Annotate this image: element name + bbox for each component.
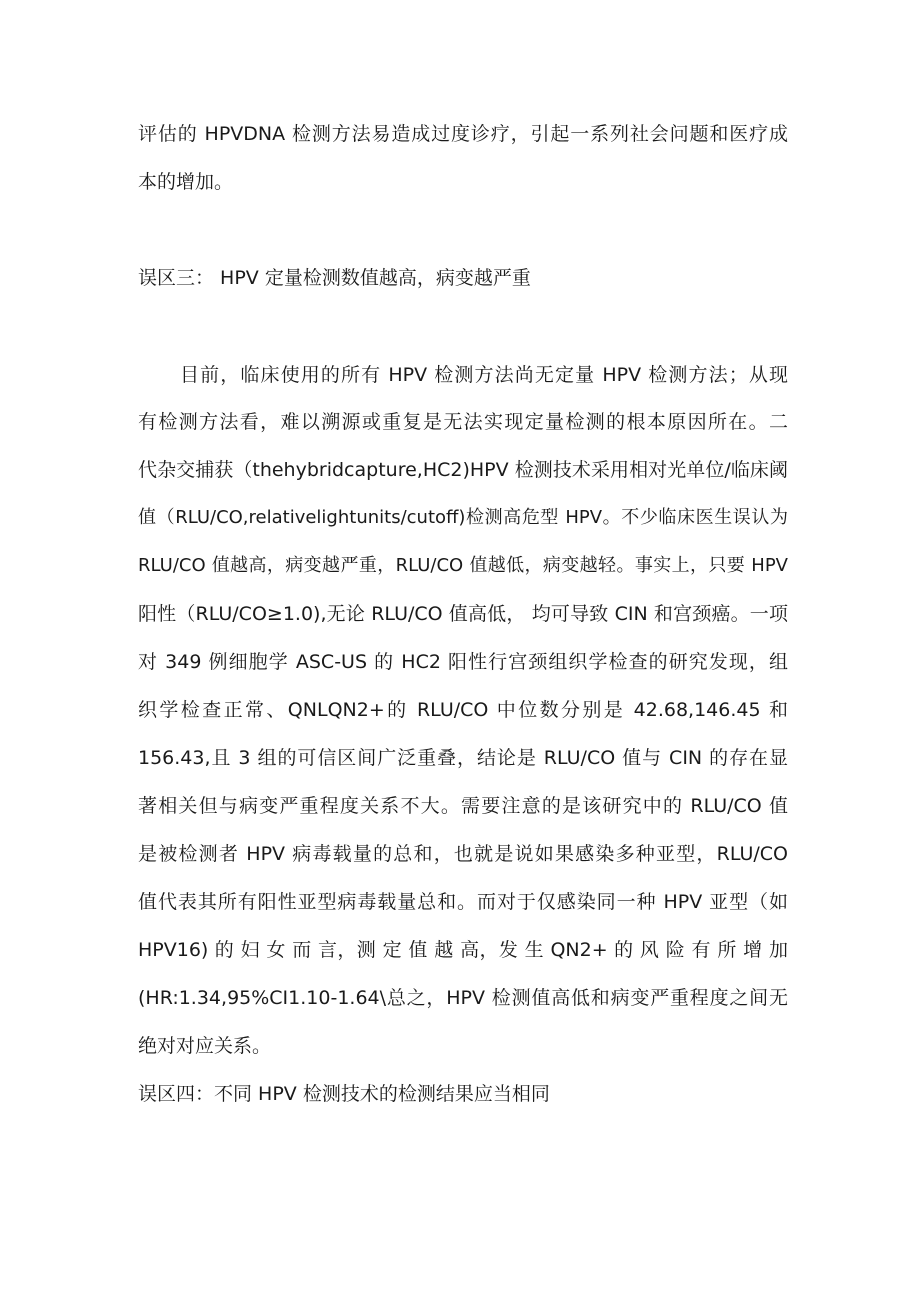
- body-line-6: 阳性（RLU/CO≥1.0),无论 RLU/CO 值高低， 均可导致 CIN 和宫颈癌。一项: [138, 603, 788, 625]
- section-heading-four: 误区四：不同 HPV 检测技术的检测结果应当相同: [138, 1083, 550, 1105]
- body-line-12: 值代表其所有阳性亚型病毒载量总和。而对于仅感染同一种 HPV 亚型（如: [138, 891, 788, 913]
- body-line-13: HPV16) 的 妇 女 而 言，测 定 值 越 高，发 生 QN2+ 的 风 险 有 所 增 加: [138, 939, 788, 961]
- body-line-8: 织学检查正常、QNLQN2+的 RLU/CO 中位数分别是 42.68,146.45 和: [138, 699, 788, 721]
- body-line-7: 对 349 例细胞学 ASC-US 的 HC2 阳性行宫颈组织学检查的研究发现，组: [138, 651, 788, 673]
- body-line-4: 值（RLU/CO,relativelightunits/cutoff)检测高危型 HPV。不少临床医生误认为: [138, 507, 788, 528]
- body-line-9: 156.43,且 3 组的可信区间广泛重叠，结论是 RLU/CO 值与 CIN 的存在显: [138, 747, 788, 769]
- body-line-1: 目前，临床使用的所有 HPV 检测方法尚无定量 HPV 检测方法；从现: [180, 364, 788, 386]
- body-line-11: 是被检测者 HPV 病毒载量的总和，也就是说如果感染多种亚型，RLU/CO: [138, 843, 788, 865]
- intro-line-1: 评估的 HPVDNA 检测方法易造成过度诊疗，引起一系列社会问题和医疗成: [138, 123, 788, 145]
- body-line-3: 代杂交捕获（thehybridcapture,HC2)HPV 检测技术采用相对光单位/临床阈: [138, 459, 788, 481]
- body-line-14: (HR:1.34,95%CI1.10-1.64\总之，HPV 检测值高低和病变严重程度之间无: [138, 987, 788, 1009]
- body-line-15: 绝对对应关系。: [138, 1035, 272, 1057]
- intro-line-2: 本的增加。: [138, 171, 234, 193]
- body-line-10: 著相关但与病变严重程度关系不大。需要注意的是该研究中的 RLU/CO 值: [138, 795, 788, 817]
- section-heading-three: 误区三： HPV 定量检测数值越高，病变越严重: [138, 267, 531, 289]
- body-line-5: RLU/CO 值越高，病变越严重，RLU/CO 值越低，病变越轻。事实上，只要 HPV: [138, 555, 788, 576]
- body-line-2: 有检测方法看，难以溯源或重复是无法实现定量检测的根本原因所在。二: [138, 411, 788, 433]
